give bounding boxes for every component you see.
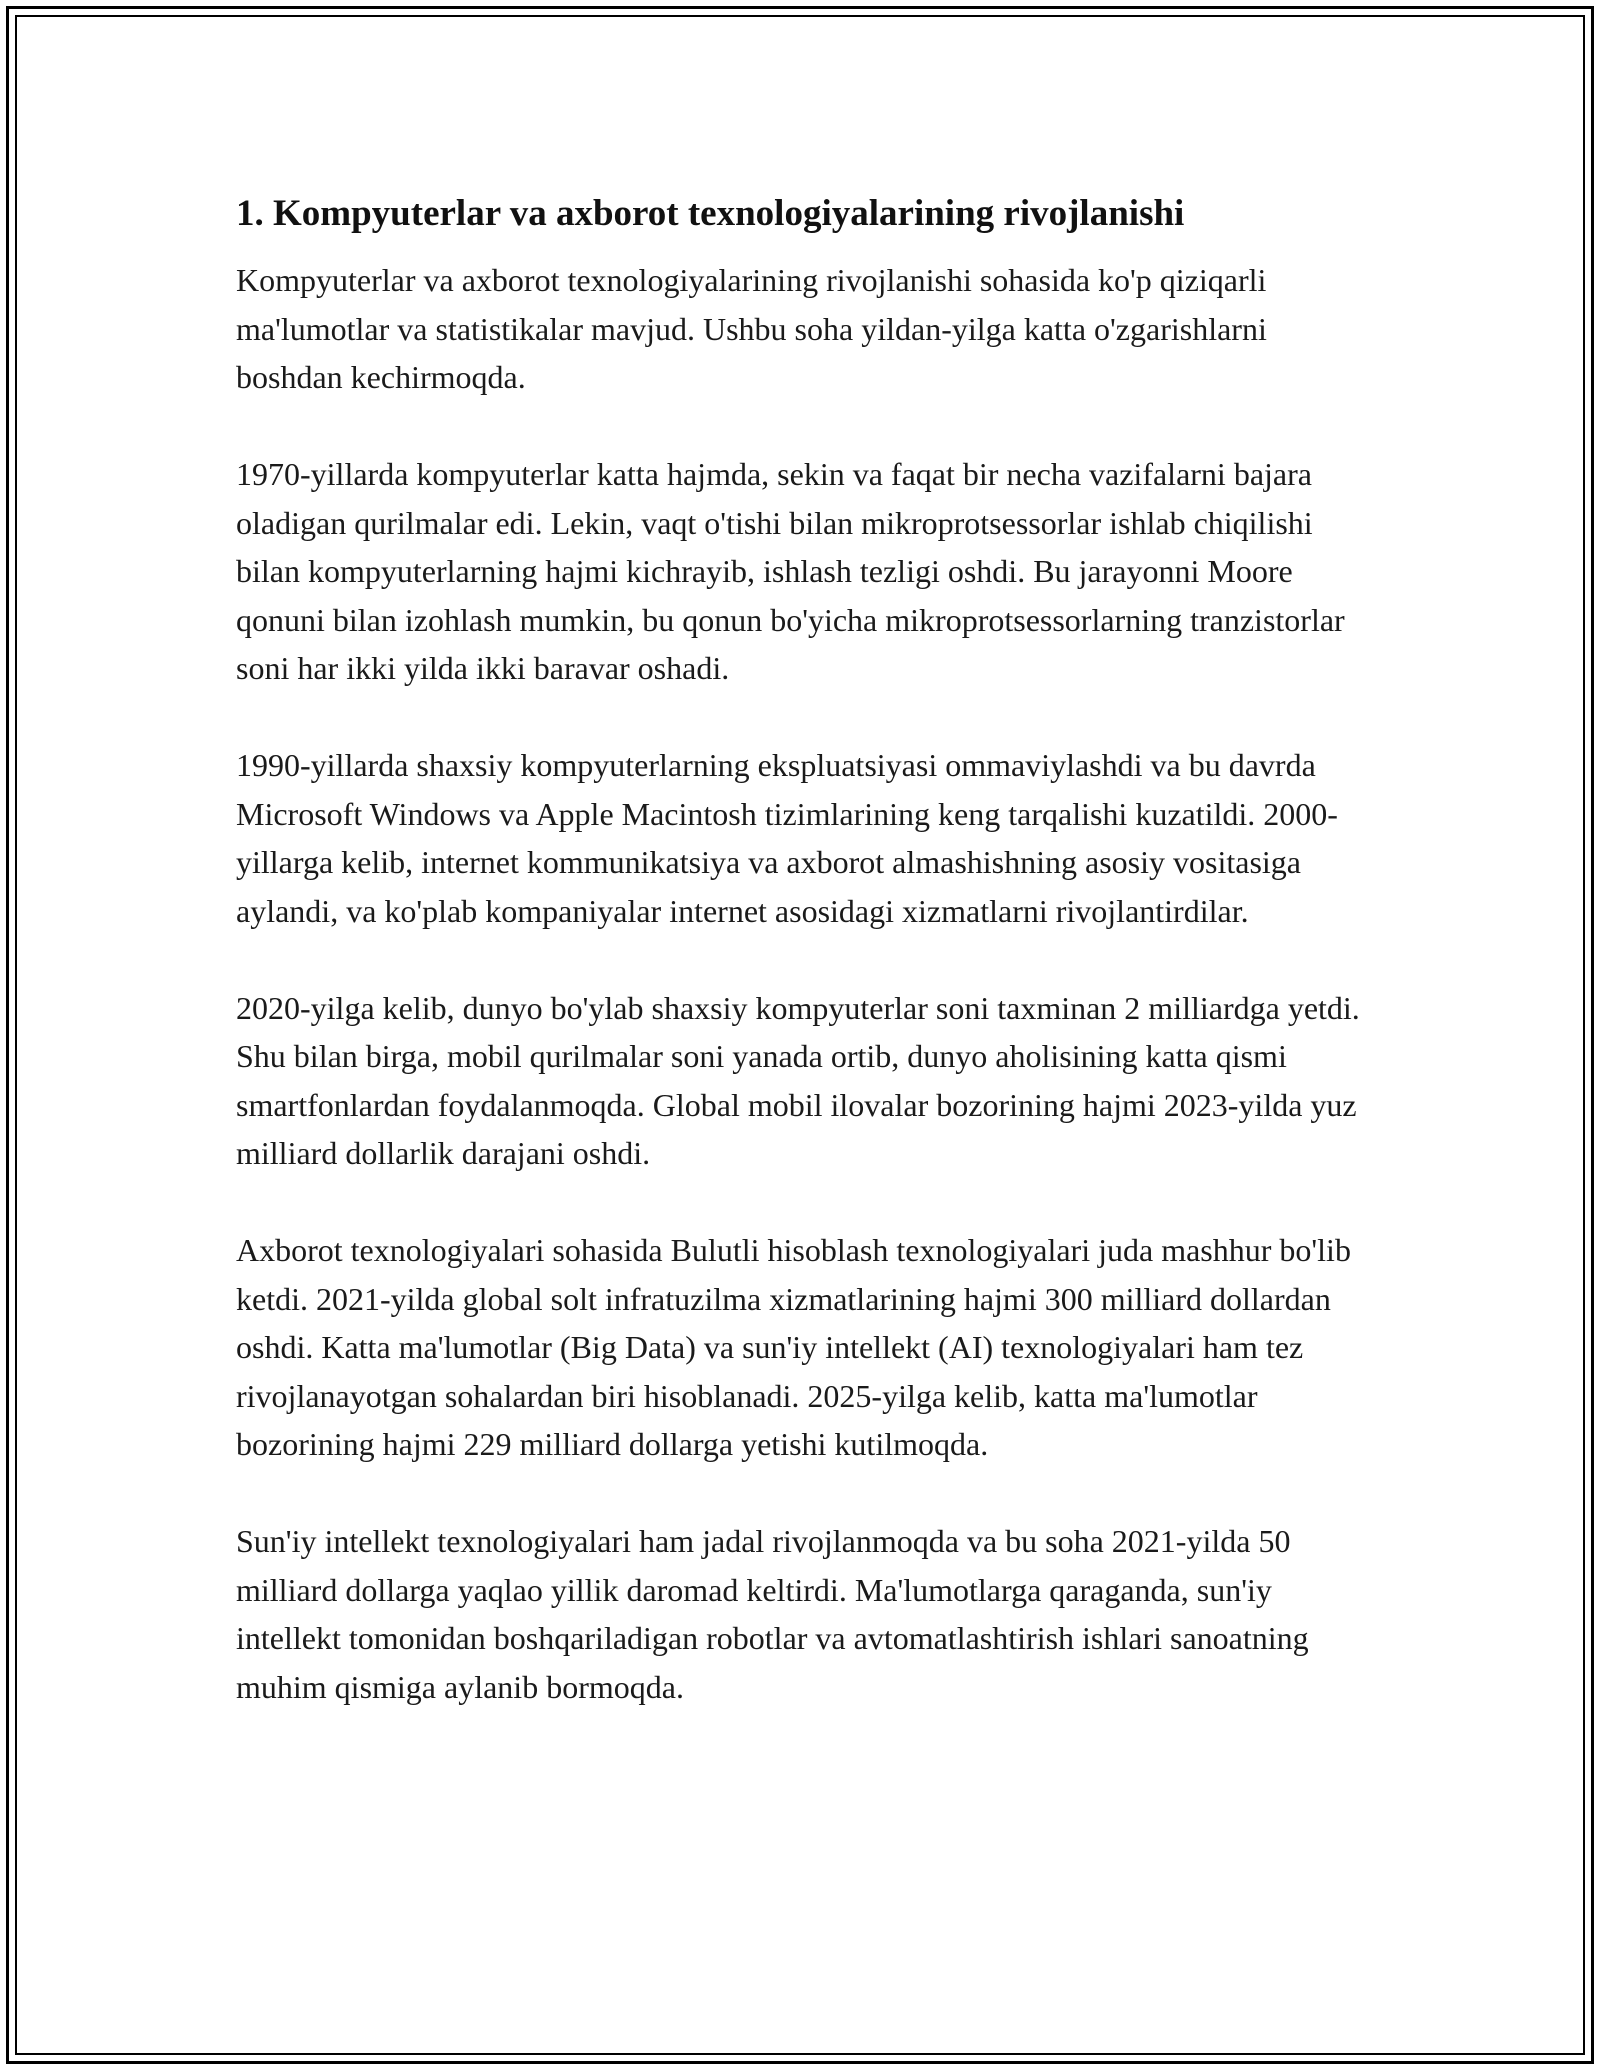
paragraph-ai: Sun'iy intellekt texnologiyalari ham jadal rivojlanmoqda va bu soha 2021-yilda 50 milliard dollarga yaqlao yillik daromad keltirdi. Ma'lumotlarga qaraganda, sun'iy intellekt tomonidan boshqariladigan robotlar va avtomatlashtirish ishlari sanoatning muhim qismiga aylanib bormoqda. <box>236 1523 1309 1705</box>
section-heading: 1. Kompyuterlar va axborot texnologiyalarining rivojlanishi <box>236 193 1185 234</box>
paragraph-intro: Kompyuterlar va axborot texnologiyalarining rivojlanishi sohasida ko'p qiziqarli ma'lumotlar va statistikalar mavjud. Ushbu soha yildan-yilga katta o'zgarishlarni boshdan kechirmoqda. <box>236 262 1267 395</box>
document-body <box>236 186 1376 1760</box>
paragraph-1990s: 1990-yillarda shaxsiy kompyuterlarning ekspluatsiyasi ommaviylashdi va bu davrda Microsoft Windows va Apple Macintosh tizimlarining keng tarqalishi kuzatildi. 2000-yillarga kelib, internet kommunikatsiya va axborot almashishning asosiy vositasiga aylandi, va ko'plab kompaniyalar internet asosidagi xizmatlarni rivojlantirdilar. <box>236 747 1338 929</box>
paragraph-2020: 2020-yilga kelib, dunyo bo'ylab shaxsiy kompyuterlar soni taxminan 2 milliardga yetdi. Shu bilan birga, mobil qurilmalar soni yanada ortib, dunyo aholisining katta qismi smartfonlardan foydalanmoqda. Global mobil ilovalar bozorining hajmi 2023-yilda yuz milliard dollarlik darajani oshdi. <box>236 989 1360 1171</box>
paragraph-1970s: 1970-yillarda kompyuterlar katta hajmda, sekin va faqat bir necha vazifalarni bajara oladigan qurilmalar edi. Lekin, vaqt o'tishi bilan mikroprotsessorlar ishlab chiqilishi bilan kompyuterlarning hajmi kichrayib, ishlash tezligi oshdi. Bu jarayonni Moore qonuni bilan izohlash mumkin, bu qonun bo'yicha mikroprotsessorlarning tranzistorlar soni har ikki yilda ikki baravar oshadi. <box>236 456 1345 686</box>
paragraph-cloud-bigdata: Axborot texnologiyalari sohasida Bulutli hisoblash texnologiyalari juda mashhur bo'lib ketdi. 2021-yilda global solt infratuzilma xizmatlarining hajmi 300 milliard dollardan oshdi. Katta ma'lumotlar (Big Data) va sun'iy intellekt (AI) texnologiyalari ham tez rivojlanayotgan sohalardan biri hisoblanadi. 2025-yilga kelib, katta ma'lumotlar bozorining hajmi 229 milliard dollarga yetishi kutilmoqda. <box>236 1232 1351 1462</box>
